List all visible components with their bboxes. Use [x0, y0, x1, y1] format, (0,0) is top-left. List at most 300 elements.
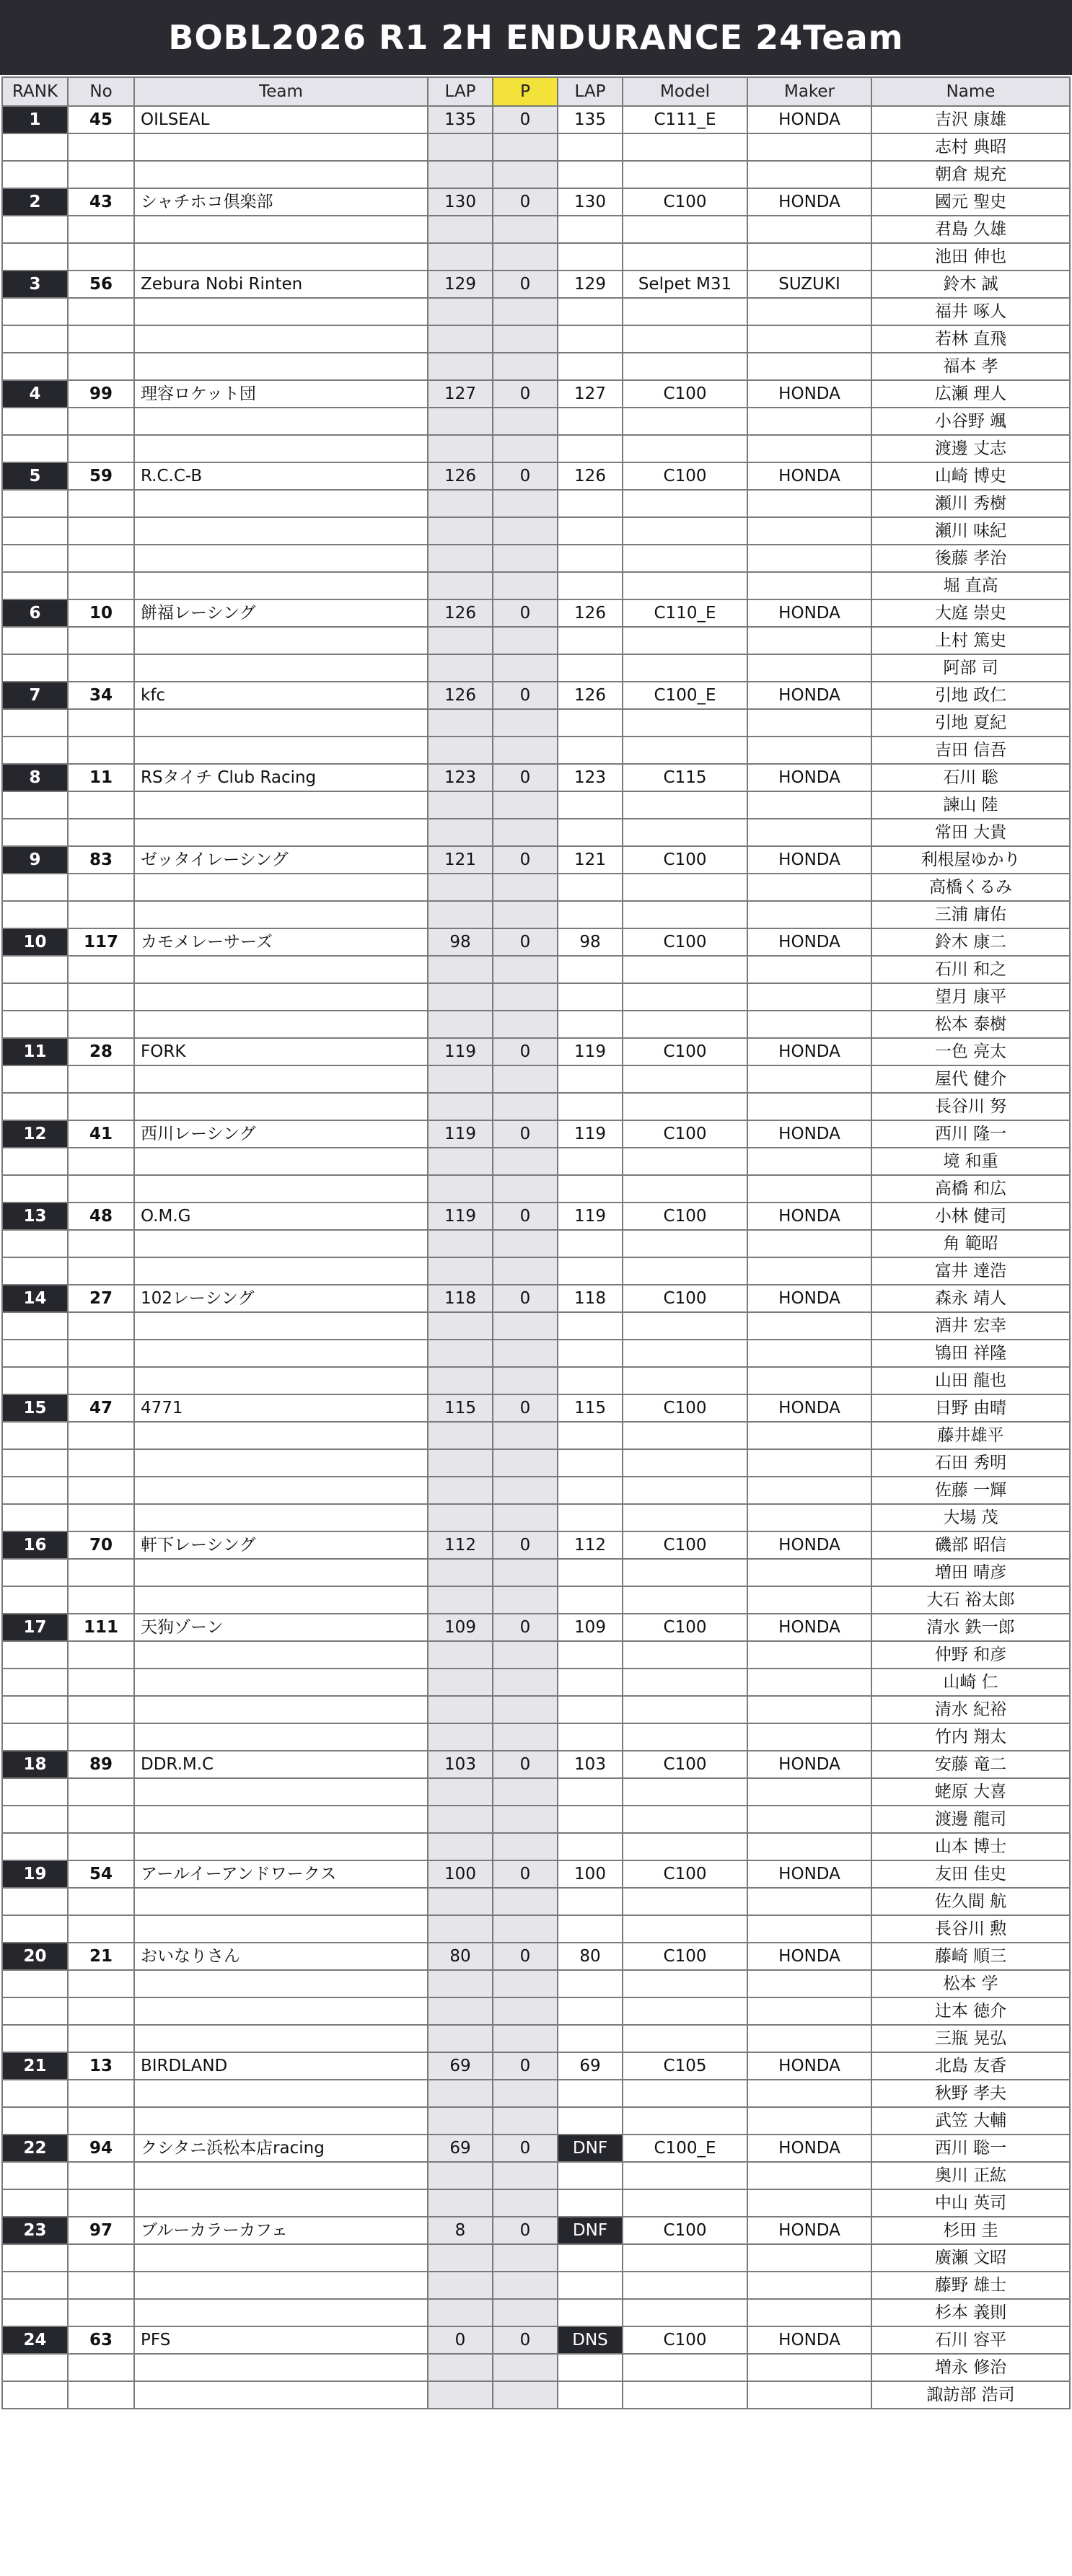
rider-row — [2, 1915, 1070, 1943]
team-row — [2, 1751, 1070, 1778]
lap-final: DNS — [558, 2326, 623, 2354]
team-number: 21 — [68, 1943, 134, 1970]
empty-cell — [747, 1367, 871, 1394]
team-name: 天狗ゾーン — [134, 1614, 428, 1641]
penalty-value: 0 — [493, 1394, 558, 1422]
team-name: RSタイチ Club Racing — [134, 764, 428, 791]
empty-cell — [134, 2080, 428, 2107]
empty-cell — [623, 1806, 747, 1833]
penalty-value: 0 — [493, 462, 558, 490]
rank-cell: 20 — [2, 1943, 68, 1970]
empty-cell — [68, 654, 134, 682]
rank-cell: 24 — [2, 2326, 68, 2354]
empty-cell — [623, 1669, 747, 1696]
empty-cell — [134, 1011, 428, 1038]
empty-cell — [493, 709, 558, 737]
rider-row — [2, 874, 1070, 901]
team-name: kfc — [134, 682, 428, 709]
empty-cell — [68, 1669, 134, 1696]
rider-row — [2, 956, 1070, 983]
rider-name: 國元 聖史 — [871, 188, 1070, 216]
penalty-value: 0 — [493, 1860, 558, 1888]
empty-cell — [134, 1175, 428, 1203]
empty-cell — [134, 874, 428, 901]
empty-cell — [2, 2272, 68, 2299]
empty-cell — [558, 2189, 623, 2217]
empty-cell — [558, 983, 623, 1011]
empty-cell — [747, 2299, 871, 2326]
empty-cell — [493, 243, 558, 271]
empty-cell — [134, 325, 428, 353]
empty-cell — [428, 983, 493, 1011]
bike-model: C100 — [623, 1860, 747, 1888]
empty-cell — [493, 1449, 558, 1477]
lap-final: 126 — [558, 599, 623, 627]
empty-cell — [134, 517, 428, 545]
empty-cell — [747, 1669, 871, 1696]
penalty-value: 0 — [493, 682, 558, 709]
empty-cell — [2, 627, 68, 654]
empty-cell — [558, 161, 623, 188]
empty-cell — [134, 1669, 428, 1696]
bike-model: C100 — [623, 928, 747, 956]
empty-cell — [134, 435, 428, 462]
rider-row — [2, 901, 1070, 928]
penalty-value: 0 — [493, 188, 558, 216]
empty-cell — [2, 2189, 68, 2217]
empty-cell — [428, 1669, 493, 1696]
rider-name: 広瀬 理人 — [871, 380, 1070, 408]
rider-row — [2, 1477, 1070, 1504]
rank-cell: 15 — [2, 1394, 68, 1422]
team-number: 63 — [68, 2326, 134, 2354]
rider-row — [2, 2354, 1070, 2381]
bike-maker: HONDA — [747, 1860, 871, 1888]
rider-name: 小林 健司 — [871, 1203, 1070, 1230]
lap-count: 100 — [428, 1860, 493, 1888]
team-row — [2, 462, 1070, 490]
rider-name: 吉沢 康雄 — [871, 106, 1070, 133]
lap-final: 130 — [558, 188, 623, 216]
lap-final: 123 — [558, 764, 623, 791]
rider-name: 屋代 健介 — [871, 1065, 1070, 1093]
rider-row — [2, 1148, 1070, 1175]
empty-cell — [747, 517, 871, 545]
empty-cell — [558, 1230, 623, 1257]
bike-maker: HONDA — [747, 1751, 871, 1778]
empty-cell — [68, 133, 134, 161]
empty-cell — [134, 1888, 428, 1915]
empty-cell — [428, 1340, 493, 1367]
lap-final: 80 — [558, 1943, 623, 1970]
penalty-value: 0 — [493, 106, 558, 133]
empty-cell — [68, 819, 134, 846]
team-name: 102レーシング — [134, 1285, 428, 1312]
rider-name: 安藤 竜二 — [871, 1751, 1070, 1778]
empty-cell — [428, 1778, 493, 1806]
rider-name: 大庭 崇史 — [871, 599, 1070, 627]
team-row — [2, 1394, 1070, 1422]
rank-cell: 23 — [2, 2217, 68, 2244]
empty-cell — [2, 1915, 68, 1943]
penalty-value: 0 — [493, 1531, 558, 1559]
team-row — [2, 599, 1070, 627]
rider-row — [2, 1312, 1070, 1340]
lap-count: 8 — [428, 2217, 493, 2244]
header-name: Name — [871, 77, 1070, 106]
lap-count: 69 — [428, 2052, 493, 2080]
lap-count: 0 — [428, 2326, 493, 2354]
empty-cell — [623, 1778, 747, 1806]
team-row — [2, 1038, 1070, 1065]
rider-name: 吉田 信吾 — [871, 737, 1070, 764]
team-name: DDR.M.C — [134, 1751, 428, 1778]
empty-cell — [134, 956, 428, 983]
empty-cell — [68, 572, 134, 599]
team-number: 54 — [68, 1860, 134, 1888]
empty-cell — [747, 791, 871, 819]
rider-name: 清水 紀裕 — [871, 1696, 1070, 1723]
empty-cell — [2, 2354, 68, 2381]
empty-cell — [558, 956, 623, 983]
empty-cell — [428, 490, 493, 517]
team-row — [2, 188, 1070, 216]
rider-name: 長谷川 努 — [871, 1093, 1070, 1120]
empty-cell — [2, 545, 68, 572]
team-row — [2, 1120, 1070, 1148]
rider-row — [2, 1559, 1070, 1586]
lap-final: 103 — [558, 1751, 623, 1778]
empty-cell — [2, 874, 68, 901]
empty-cell — [493, 791, 558, 819]
rider-name: 増永 修治 — [871, 2354, 1070, 2381]
empty-cell — [2, 325, 68, 353]
empty-cell — [134, 2107, 428, 2135]
empty-cell — [428, 2162, 493, 2189]
team-number: 11 — [68, 764, 134, 791]
team-name: 餅福レーシング — [134, 599, 428, 627]
empty-cell — [493, 2272, 558, 2299]
empty-cell — [493, 1696, 558, 1723]
empty-cell — [493, 1257, 558, 1285]
rider-row — [2, 2244, 1070, 2272]
empty-cell — [747, 133, 871, 161]
empty-cell — [2, 1175, 68, 1203]
rank-cell: 9 — [2, 846, 68, 874]
rider-name: 山崎 博史 — [871, 462, 1070, 490]
empty-cell — [2, 901, 68, 928]
empty-cell — [623, 627, 747, 654]
penalty-value: 0 — [493, 1203, 558, 1230]
empty-cell — [134, 2025, 428, 2052]
rider-row — [2, 1093, 1070, 1120]
bike-model: C100 — [623, 462, 747, 490]
rider-row — [2, 133, 1070, 161]
rider-name: 諫山 陸 — [871, 791, 1070, 819]
empty-cell — [493, 435, 558, 462]
empty-cell — [68, 1833, 134, 1860]
bike-maker: HONDA — [747, 1038, 871, 1065]
lap-count: 103 — [428, 1751, 493, 1778]
lap-count: 127 — [428, 380, 493, 408]
empty-cell — [747, 2272, 871, 2299]
empty-cell — [134, 216, 428, 243]
rank-cell: 7 — [2, 682, 68, 709]
penalty-value: 0 — [493, 2052, 558, 2080]
empty-cell — [68, 1997, 134, 2025]
empty-cell — [428, 709, 493, 737]
empty-cell — [428, 874, 493, 901]
empty-cell — [623, 408, 747, 435]
rider-name: 利根屋ゆかり — [871, 846, 1070, 874]
penalty-value: 0 — [493, 1751, 558, 1778]
empty-cell — [747, 654, 871, 682]
empty-cell — [623, 1367, 747, 1394]
empty-cell — [623, 2244, 747, 2272]
rank-cell: 3 — [2, 271, 68, 298]
empty-cell — [558, 1723, 623, 1751]
lap-count: 119 — [428, 1203, 493, 1230]
empty-cell — [558, 1915, 623, 1943]
page-title: BOBL2026 R1 2H ENDURANCE 24Team — [0, 0, 1072, 75]
rider-row — [2, 1641, 1070, 1669]
empty-cell — [493, 2162, 558, 2189]
bike-model: C115 — [623, 764, 747, 791]
rider-name: 境 和重 — [871, 1148, 1070, 1175]
empty-cell — [134, 1997, 428, 2025]
lap-count: 123 — [428, 764, 493, 791]
empty-cell — [68, 1065, 134, 1093]
empty-cell — [623, 298, 747, 325]
empty-cell — [134, 133, 428, 161]
empty-cell — [428, 1696, 493, 1723]
empty-cell — [2, 1641, 68, 1669]
empty-cell — [134, 1778, 428, 1806]
empty-cell — [428, 2381, 493, 2409]
empty-cell — [623, 1997, 747, 2025]
rider-name: 仲野 和彦 — [871, 1641, 1070, 1669]
empty-cell — [493, 2189, 558, 2217]
empty-cell — [558, 2080, 623, 2107]
bike-maker: HONDA — [747, 682, 871, 709]
rank-cell: 14 — [2, 1285, 68, 1312]
empty-cell — [623, 545, 747, 572]
empty-cell — [558, 2381, 623, 2409]
team-row — [2, 2217, 1070, 2244]
rider-name: 石川 和之 — [871, 956, 1070, 983]
empty-cell — [68, 325, 134, 353]
empty-cell — [558, 2354, 623, 2381]
empty-cell — [558, 1257, 623, 1285]
rider-name: 瀬川 秀樹 — [871, 490, 1070, 517]
empty-cell — [428, 1367, 493, 1394]
bike-maker: HONDA — [747, 188, 871, 216]
header-penalty: P — [493, 77, 558, 106]
empty-cell — [428, 435, 493, 462]
empty-cell — [428, 2272, 493, 2299]
empty-cell — [747, 627, 871, 654]
empty-cell — [134, 1806, 428, 1833]
empty-cell — [493, 1723, 558, 1751]
empty-cell — [134, 408, 428, 435]
empty-cell — [558, 353, 623, 380]
empty-cell — [2, 2107, 68, 2135]
empty-cell — [428, 2025, 493, 2052]
empty-cell — [493, 1915, 558, 1943]
rider-name: 杉本 義則 — [871, 2299, 1070, 2326]
empty-cell — [558, 874, 623, 901]
empty-cell — [623, 1723, 747, 1751]
rider-name: 秋野 孝夫 — [871, 2080, 1070, 2107]
rider-name: 志村 典昭 — [871, 133, 1070, 161]
lap-count: 126 — [428, 682, 493, 709]
empty-cell — [747, 874, 871, 901]
empty-cell — [493, 654, 558, 682]
rider-name: 清水 鉄一郎 — [871, 1614, 1070, 1641]
lap-final: 112 — [558, 1531, 623, 1559]
lap-count: 115 — [428, 1394, 493, 1422]
rider-name: 三瓶 晃弘 — [871, 2025, 1070, 2052]
rank-cell: 19 — [2, 1860, 68, 1888]
penalty-value: 0 — [493, 1120, 558, 1148]
rider-name: 瀬川 味紀 — [871, 517, 1070, 545]
empty-cell — [134, 901, 428, 928]
rider-row — [2, 1504, 1070, 1531]
empty-cell — [68, 298, 134, 325]
empty-cell — [68, 2189, 134, 2217]
lap-count: 119 — [428, 1038, 493, 1065]
empty-cell — [428, 1723, 493, 1751]
bike-model: C111_E — [623, 106, 747, 133]
rider-name: 渡邊 丈志 — [871, 435, 1070, 462]
empty-cell — [493, 1148, 558, 1175]
header-rank: RANK — [2, 77, 68, 106]
rider-name: 鈴木 康二 — [871, 928, 1070, 956]
empty-cell — [558, 709, 623, 737]
rider-name: 石川 容平 — [871, 2326, 1070, 2354]
empty-cell — [134, 1449, 428, 1477]
empty-cell — [134, 1696, 428, 1723]
lap-final: 118 — [558, 1285, 623, 1312]
empty-cell — [558, 1696, 623, 1723]
bike-model: C100 — [623, 1394, 747, 1422]
empty-cell — [68, 1011, 134, 1038]
rider-name: 日野 由晴 — [871, 1394, 1070, 1422]
empty-cell — [2, 1723, 68, 1751]
empty-cell — [493, 408, 558, 435]
team-row — [2, 1614, 1070, 1641]
team-number: 48 — [68, 1203, 134, 1230]
rider-name: 西川 隆一 — [871, 1120, 1070, 1148]
empty-cell — [747, 353, 871, 380]
empty-cell — [493, 2080, 558, 2107]
empty-cell — [428, 1312, 493, 1340]
empty-cell — [493, 2299, 558, 2326]
empty-cell — [747, 1696, 871, 1723]
empty-cell — [68, 2381, 134, 2409]
empty-cell — [493, 2107, 558, 2135]
rider-row — [2, 1175, 1070, 1203]
empty-cell — [747, 435, 871, 462]
empty-cell — [2, 408, 68, 435]
lap-final: 129 — [558, 271, 623, 298]
empty-cell — [2, 737, 68, 764]
team-name: BIRDLAND — [134, 2052, 428, 2080]
rider-row — [2, 1257, 1070, 1285]
empty-cell — [747, 819, 871, 846]
empty-cell — [428, 133, 493, 161]
rider-row — [2, 216, 1070, 243]
team-row — [2, 106, 1070, 133]
empty-cell — [428, 408, 493, 435]
empty-cell — [428, 791, 493, 819]
rider-row — [2, 1970, 1070, 1997]
rider-row — [2, 325, 1070, 353]
empty-cell — [747, 2244, 871, 2272]
lap-count: 118 — [428, 1285, 493, 1312]
team-name: O.M.G — [134, 1203, 428, 1230]
rider-row — [2, 2025, 1070, 2052]
empty-cell — [493, 1586, 558, 1614]
penalty-value: 0 — [493, 764, 558, 791]
empty-cell — [623, 2025, 747, 2052]
rider-name: 松本 泰樹 — [871, 1011, 1070, 1038]
empty-cell — [428, 2080, 493, 2107]
empty-cell — [493, 1312, 558, 1340]
lap-final: 126 — [558, 682, 623, 709]
empty-cell — [493, 983, 558, 1011]
rider-name: 大石 裕太郎 — [871, 1586, 1070, 1614]
empty-cell — [428, 1586, 493, 1614]
lap-final: 119 — [558, 1038, 623, 1065]
rider-name: 石田 秀明 — [871, 1449, 1070, 1477]
team-row — [2, 682, 1070, 709]
empty-cell — [68, 1504, 134, 1531]
empty-cell — [68, 2244, 134, 2272]
rank-cell: 5 — [2, 462, 68, 490]
lap-count: 119 — [428, 1120, 493, 1148]
empty-cell — [747, 1559, 871, 1586]
empty-cell — [747, 1257, 871, 1285]
empty-cell — [623, 819, 747, 846]
empty-cell — [493, 133, 558, 161]
team-name: 軒下レーシング — [134, 1531, 428, 1559]
rider-name: 若林 直飛 — [871, 325, 1070, 353]
rider-row — [2, 2189, 1070, 2217]
bike-model: C100 — [623, 1531, 747, 1559]
empty-cell — [747, 2107, 871, 2135]
rider-row — [2, 2162, 1070, 2189]
empty-cell — [747, 709, 871, 737]
empty-cell — [623, 133, 747, 161]
rider-row — [2, 1340, 1070, 1367]
empty-cell — [68, 161, 134, 188]
rider-row — [2, 1778, 1070, 1806]
team-row — [2, 380, 1070, 408]
empty-cell — [747, 325, 871, 353]
team-number: 34 — [68, 682, 134, 709]
empty-cell — [623, 2189, 747, 2217]
empty-cell — [558, 243, 623, 271]
empty-cell — [493, 1778, 558, 1806]
empty-cell — [134, 298, 428, 325]
empty-cell — [134, 2244, 428, 2272]
empty-cell — [558, 2025, 623, 2052]
lap-count: 98 — [428, 928, 493, 956]
empty-cell — [428, 1175, 493, 1203]
empty-cell — [428, 243, 493, 271]
empty-cell — [428, 1641, 493, 1669]
